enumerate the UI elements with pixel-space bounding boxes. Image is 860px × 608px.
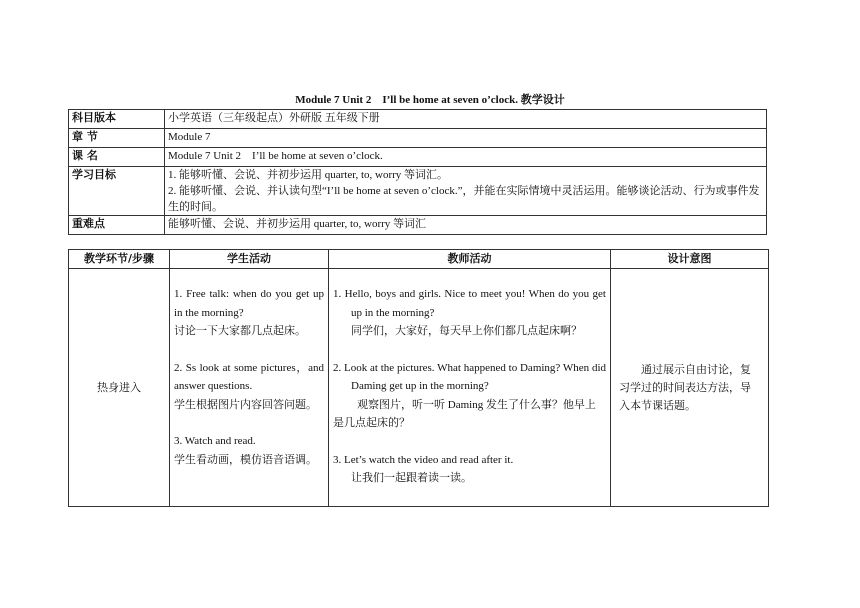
objective-item: 1. 能够听懂、会说、并初步运用 quarter, to, worry 等词汇。 [168, 169, 449, 181]
plan-row-warmup [69, 269, 769, 507]
student-step-zh: 讨论一下大家都几点起床。 [174, 325, 306, 337]
teacher-step-zh: 观察图片，听一听 Daming 发生了什么事？他早上是几点起床的？ [333, 398, 596, 429]
info-row-subject [69, 110, 767, 129]
info-label-subject: 科目版本 [69, 110, 165, 129]
objective-item: 2. 能够听懂、会说、并认读句型“I’ll be home at seven o’clock.”，并能在实际情境中灵活运用。能够谈论活动、行为或事件发生的时间。 [168, 185, 760, 213]
info-row-key-points [69, 216, 767, 235]
info-row-chapter [69, 129, 767, 148]
student-activity-cell [170, 269, 329, 507]
student-step-en: 3. Watch and read. [174, 435, 256, 447]
info-value-subject: 小学英语（三年级起点）外研版 五年级下册 [165, 110, 767, 129]
document-title: Module 7 Unit 2 I’ll be home at seven o’clock. 教学设计 [295, 94, 565, 106]
plan-header-row [69, 250, 769, 269]
info-label-key-points: 重难点 [69, 216, 165, 235]
lesson-plan-table [68, 249, 769, 507]
header-stage: 教学环节/步骤 [69, 250, 170, 269]
info-value-objectives [165, 167, 767, 216]
teacher-step-zh: 让我们一起跟着读一读。 [351, 472, 472, 484]
info-row-objectives [69, 167, 767, 216]
header-student-activity: 学生活动 [170, 250, 329, 269]
info-value-lesson: Module 7 Unit 2 I’ll be home at seven o’clock. [165, 148, 767, 167]
teacher-activity-cell [329, 269, 611, 507]
info-label-objectives: 学习目标 [69, 167, 165, 216]
info-row-lesson [69, 148, 767, 167]
student-step-zh: 学生根据图片内容回答问题。 [174, 398, 317, 411]
teacher-step-zh: 同学们，大家好，每天早上你们都几点起床啊？ [351, 325, 582, 337]
info-value-key-points: 能够听懂、会说、并初步运用 quarter, to, worry 等词汇 [165, 216, 767, 235]
header-design-intent: 设计意图 [611, 250, 769, 269]
teacher-step-en: 3. Let’s watch the video and read after it. [333, 453, 514, 466]
teacher-step-en: 2. Look at the pictures. What happened to Daming? When did Daming get up in the morning? [333, 361, 606, 392]
course-info-table [68, 109, 767, 235]
student-step-zh: 学生看动画，模仿语音语调。 [174, 453, 317, 466]
design-intent-text: 通过展示自由讨论，复习学过的时间表达方法，导入本节课话题。 [619, 363, 751, 412]
student-step-en: 1. Free talk: when do you get up in the morning? [174, 288, 324, 319]
header-teacher-activity: 教师活动 [329, 250, 611, 269]
teacher-step-en: 1. Hello, boys and girls. Nice to meet you! When do you get up in the morning? [333, 288, 606, 319]
info-label-chapter: 章 节 [69, 129, 165, 148]
student-step-en: 2. Ss look at some pictures，and answer questions. [174, 361, 324, 392]
info-value-chapter: Module 7 [165, 129, 767, 148]
stage-cell: 热身进入 [69, 269, 170, 507]
design-intent-cell [611, 269, 769, 507]
info-label-lesson: 课 名 [69, 148, 165, 167]
